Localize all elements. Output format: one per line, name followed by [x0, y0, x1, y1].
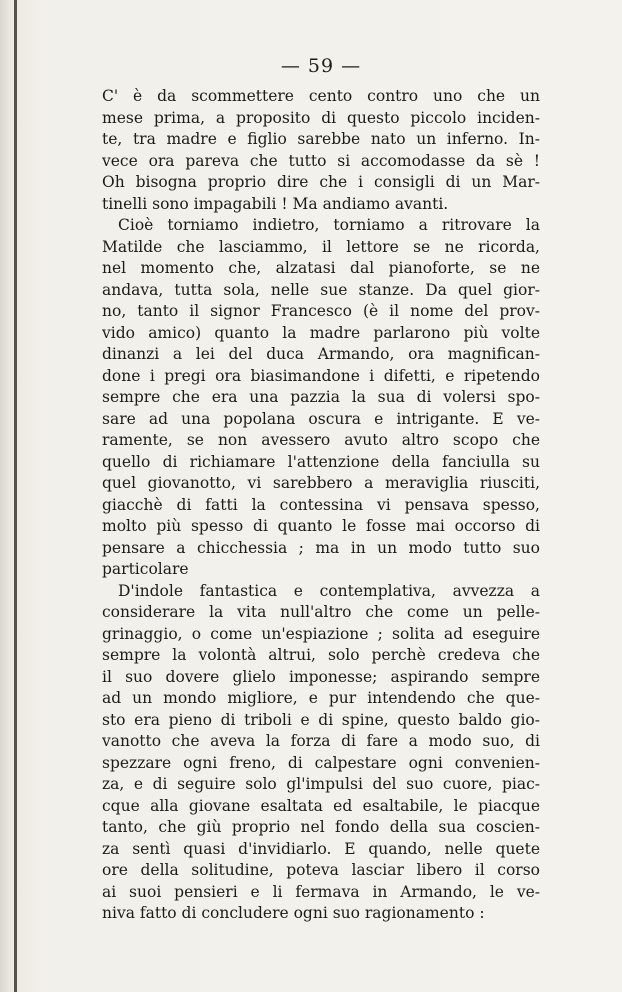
text-line: te, tra madre e figlio sarebbe nato un inferno. In-	[102, 130, 540, 148]
text-line: grinaggio, o come un'espiazione ; solita ad eseguire	[102, 624, 540, 643]
text-line: done i pregi ora biasimandone i difetti, e ripetendo	[102, 366, 540, 385]
text-line: sempre che era una pazzia la sua di volersi spo-	[102, 388, 540, 406]
text-line: C' è da scommettere cento contro uno che un	[102, 87, 540, 105]
text-line: ad un mondo migliore, e pur intendendo che que-	[102, 689, 540, 707]
text-line: D'indole fantastica e contemplativa, avvezza a	[118, 581, 540, 600]
text-line: dinanzi a lei del duca Armando, ora magnifican-	[102, 345, 540, 363]
text-line: sare ad una popolana oscura e intrigante. E ve-	[102, 409, 540, 428]
body-text	[102, 86, 540, 925]
text-line: ore della solitudine, poteva lasciar libero il corso	[102, 861, 540, 879]
text-line: molto più spesso di quanto le fosse mai occorso di	[102, 517, 540, 535]
text-line: ramente, se non avessero avuto altro scopo che	[102, 431, 540, 449]
text-line: Oh bisogna proprio dire che i consigli di un Mar-	[102, 173, 540, 191]
text-line: quello di richiamare l'attenzione della fanciulla su	[102, 452, 540, 471]
text-line: particolare	[102, 560, 189, 578]
text-line: tinelli sono impagabili ! Ma andiamo avanti.	[102, 194, 449, 213]
text-line: nel momento che, alzatasi dal pianoforte, se ne	[102, 259, 540, 277]
text-line: vanotto che aveva la forza di fare a modo suo, di	[102, 732, 540, 750]
text-line: ai suoi pensieri e li fermava in Armando, le ve-	[102, 882, 540, 901]
text-line: tanto, che giù proprio nel fondo della sua coscien-	[102, 818, 540, 836]
text-line: cque alla giovane esaltata ed esaltabile, le piacque	[102, 796, 540, 815]
text-line: no, tanto il signor Francesco (è il nome del prov-	[102, 302, 540, 320]
page-spine-shadow	[14, 0, 17, 992]
text-line: mese prima, a proposito di questo piccolo inciden-	[102, 108, 540, 127]
page-number: — 59 —	[280, 55, 362, 77]
text-line: sto era pieno di triboli e di spine, questo baldo gio-	[102, 710, 540, 729]
text-line: spezzare ogni freno, di calpestare ogni convenien-	[102, 753, 540, 772]
text-line: niva fatto di concludere ogni suo ragionamento :	[102, 904, 485, 922]
text-line: sempre la volontà altrui, solo perchè credeva che	[102, 646, 540, 664]
text-line: Cioè torniamo indietro, torniamo a ritrovare la	[118, 216, 540, 234]
text-line: andava, tutta sola, nelle sue stanze. Da quel gior-	[102, 280, 540, 299]
text-line: quel giovanotto, vi sarebbero a meraviglia riusciti,	[102, 474, 540, 492]
text-line: za, e di seguire solo gl'impulsi del suo cuore, piac-	[102, 775, 540, 793]
text-line: vece ora pareva che tutto si accomodasse da sè !	[102, 151, 540, 170]
text-line: vido amico) quanto la madre parlarono più volte	[102, 323, 540, 342]
text-line: il suo dovere glielo imponesse; aspirando sempre	[102, 667, 540, 686]
text-line: za sentì quasi d'invidiarlo. E quando, nelle quete	[102, 839, 540, 858]
text-line: pensare a chicchessia ; ma in un modo tutto suo	[102, 538, 540, 557]
text-line: giacchè di fatti la contessina vi pensava spesso,	[102, 495, 540, 514]
page-text-block	[102, 52, 540, 925]
text-line: considerare la vita null'altro che come un pelle-	[102, 603, 540, 621]
text-line: Matilde che lasciammo, il lettore se ne ricorda,	[102, 237, 540, 256]
